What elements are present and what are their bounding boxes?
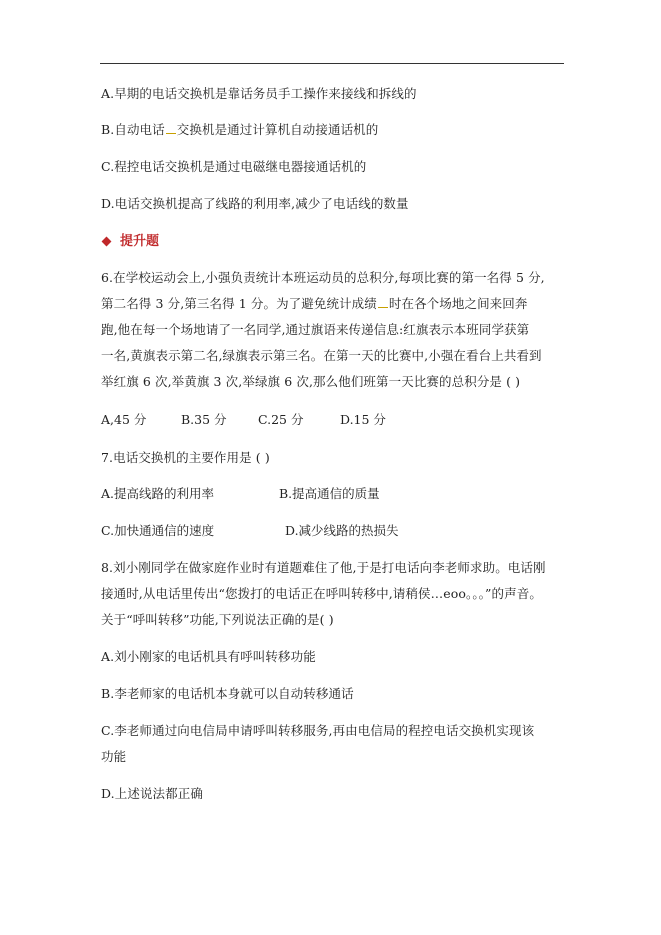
q7-option-b: B.提高通信的质量 bbox=[279, 486, 380, 501]
q8-line-1: 8.刘小刚同学在做家庭作业时有道题难住了他,于是打电话向李老师求助。电话刚 bbox=[101, 560, 546, 575]
q8-option-b: B.李老师家的电话机本身就可以自动转移通话 bbox=[101, 686, 354, 701]
q6-option-d: D.15 分 bbox=[340, 412, 386, 427]
q6-line-2-text-1: 第二名得 3 分,第三名得 1 分。为了避免统计成绩 bbox=[101, 296, 377, 311]
q5-option-d: D.电话交换机提高了线路的利用率,减少了电话线的数量 bbox=[101, 196, 409, 211]
q6-line-2 bbox=[101, 296, 527, 312]
q5-option-b bbox=[101, 122, 378, 138]
header-rule bbox=[100, 63, 564, 64]
q7-option-d: D.减少线路的热损失 bbox=[285, 523, 399, 538]
q5-option-c: C.程控电话交换机是通过电磁继电器接通话机的 bbox=[101, 159, 367, 174]
q7-option-a: A.提高线路的利用率 bbox=[101, 486, 215, 501]
q6-line-3: 跑,他在每一个场地请了一名同学,通过旗语来传递信息:红旗表示本班同学获第 bbox=[101, 322, 530, 337]
section-title-text: 提升题 bbox=[120, 234, 160, 249]
q7-option-c: C.加快通通信的速度 bbox=[101, 523, 215, 538]
q8-line-2: 接通时,从电话里传出“您拨打的电话正在呼叫转移中,请稍侯…eoo。。。”的声音。 bbox=[101, 586, 542, 601]
diamond-bullet-icon bbox=[102, 236, 112, 246]
q8-option-c-continued: 功能 bbox=[101, 749, 127, 764]
q8-option-a: A.刘小刚家的电话机具有呼叫转移功能 bbox=[101, 649, 316, 664]
blank-mark bbox=[378, 299, 388, 308]
q6-line-5: 举红旗 6 次,举黄旗 3 次,举绿旗 6 次,那么他们班第一天比赛的总积分是 ( ) bbox=[101, 374, 521, 389]
q5-option-b-text-2: 交换机是通过计算机自动接通话机的 bbox=[176, 122, 379, 137]
q6-option-b: B.35 分 bbox=[181, 412, 227, 427]
q6-line-1: 6.在学校运动会上,小强负责统计本班运动员的总积分,每项比赛的第一名得 5 分, bbox=[101, 270, 545, 285]
q8-option-d: D.上述说法都正确 bbox=[101, 786, 203, 801]
q5-option-a: A.早期的电话交换机是靠话务员手工操作来接线和拆线的 bbox=[101, 86, 417, 101]
q8-option-c: C.李老师通过向电信局申请呼叫转移服务,再由电信局的程控电话交换机实现该 bbox=[101, 723, 535, 738]
q6-option-c: C.25 分 bbox=[258, 412, 304, 427]
section-title bbox=[101, 234, 159, 250]
q5-option-b-text-1: B.自动电话 bbox=[101, 122, 165, 137]
q6-line-2-text-2: 时在各个场地之间来回奔 bbox=[388, 296, 528, 311]
q7-stem: 7.电话交换机的主要作用是 ( ) bbox=[101, 450, 270, 465]
blank-mark bbox=[166, 125, 176, 134]
q6-option-a: A,45 分 bbox=[101, 412, 147, 427]
q8-line-3: 关于“呼叫转移”功能,下列说法正确的是( ) bbox=[101, 612, 334, 627]
q6-line-4: 一名,黄旗表示第二名,绿旗表示第三名。在第一天的比赛中,小强在看台上共看到 bbox=[101, 348, 542, 363]
